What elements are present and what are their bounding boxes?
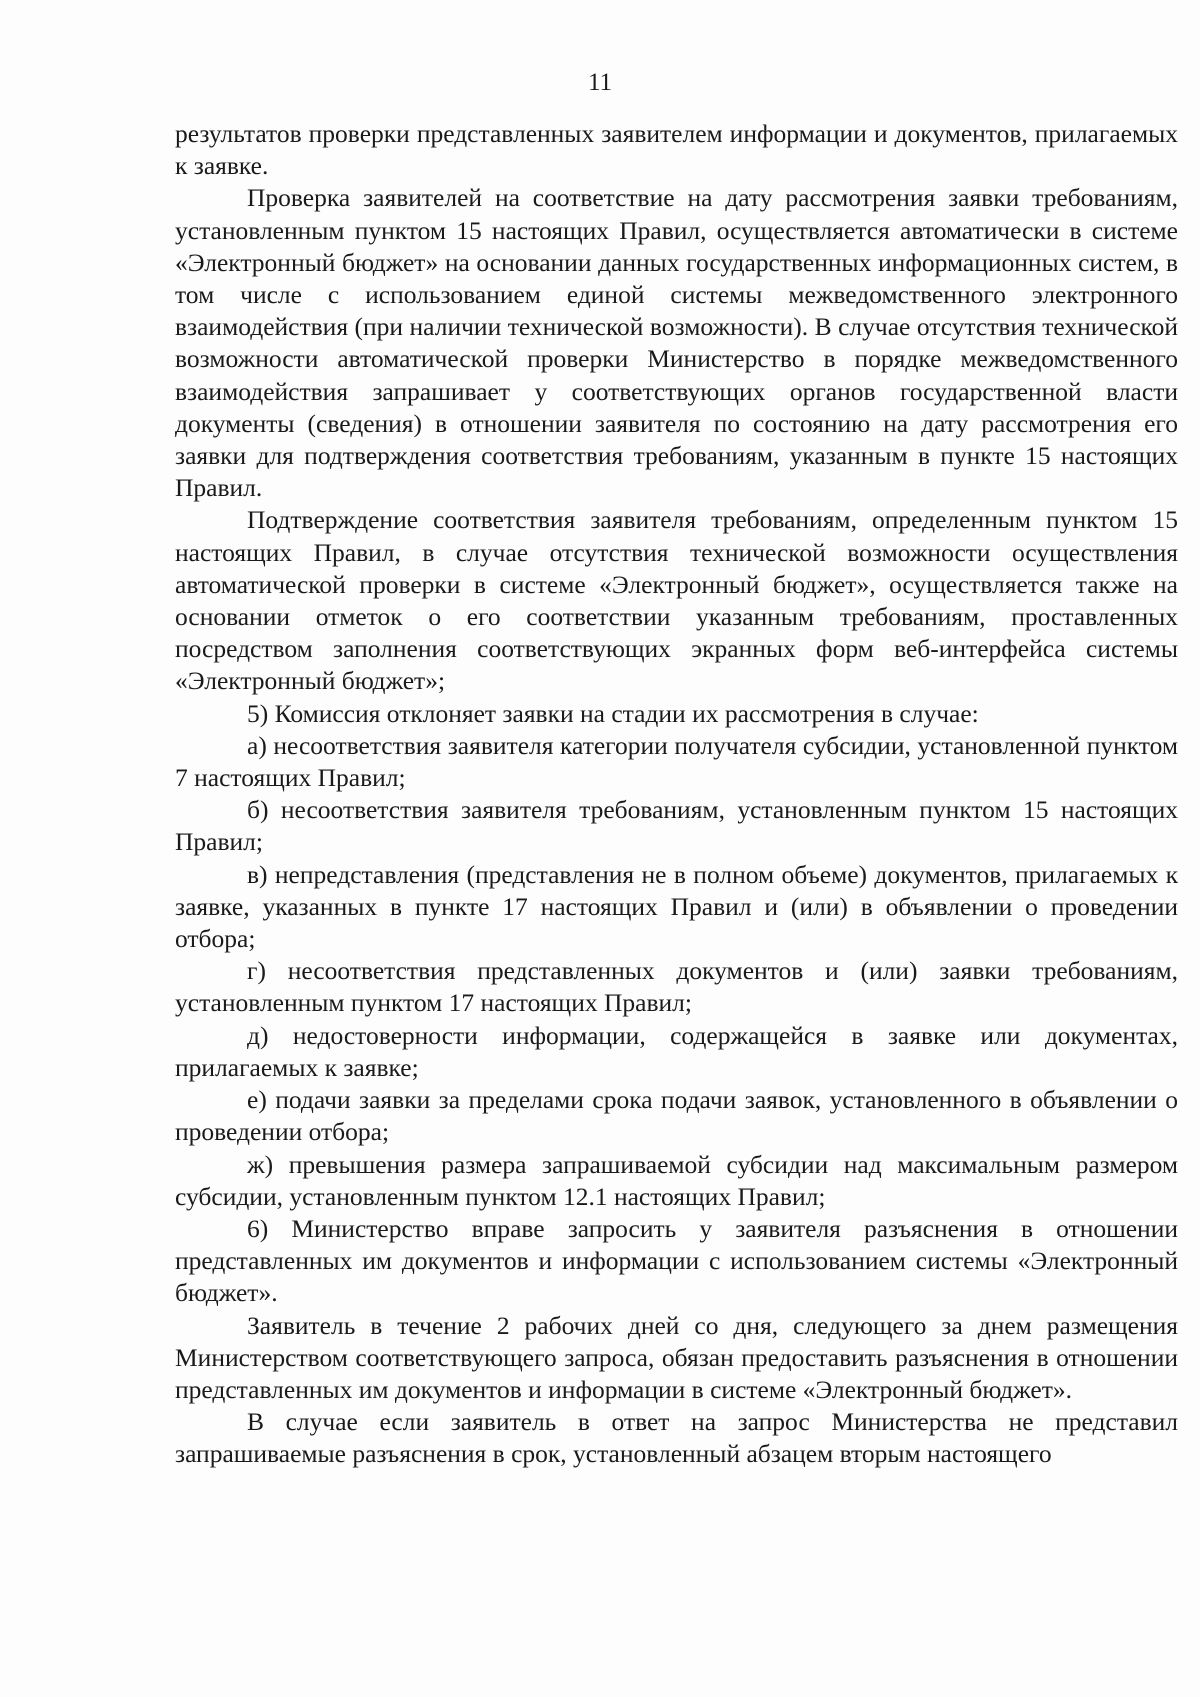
document-body [175, 118, 1178, 1471]
list-item: а) несоответствия заявителя категории получателя субсидии, установленной пунктом 7 настоящих Правил; [175, 730, 1178, 793]
paragraph: Заявитель в течение 2 рабочих дней со дня, следующего за днем размещения Министерством соответствующего запроса, обязан предоставить разъяснения в отношении представленных им документов и информации в системе «Электронный бюджет». [175, 1310, 1178, 1404]
paragraph: Подтверждение соответствия заявителя требованиям, определенным пунктом 15 настоящих Правил, в случае отсутствия технической возможности осуществления автоматической проверки в системе «Электронный бюджет», осуществляется также на основании отметок о его соответствии указанным требованиям, проставленных посредством заполнения соответствующих экранных форм веб-интерфейса системы «Электронный бюджет»; [175, 505, 1178, 696]
paragraph: Проверка заявителей на соответствие на дату рассмотрения заявки требованиям, установленным пунктом 15 настоящих Правил, осуществляется автоматически в системе «Электронный бюджет» на основании данных государственных информационных систем, в том числе с использованием единой системы межведомственного электронного взаимодействия (при наличии технической возможности). В случае отсутствия технической возможности автоматической проверки Министерство в порядке межведомственного взаимодействия запрашивает у соответствующих органов государственной власти документы (сведения) в отношении заявителя по состоянию на дату рассмотрения его заявки для подтверждения соответствия требованиям, указанным в пункте 15 настоящих Правил. [175, 183, 1178, 503]
list-item: г) несоответствия представленных документов и (или) заявки требованиям, установленным пунктом 17 настоящих Правил; [175, 956, 1178, 1018]
page-number: 11 [587, 69, 613, 96]
list-item: б) несоответствия заявителя требованиям, установленным пунктом 15 настоящих Правил; [175, 795, 1178, 857]
paragraph: 5) Комиссия отклоняет заявки на стадии их рассмотрения в случае: [247, 698, 979, 728]
list-item: в) непредставления (представления не в полном объеме) документов, прилагаемых к заявке, указанных в пункте 17 настоящих Правил и (или) в объявлении о проведении отбора; [175, 859, 1178, 954]
list-item: ж) превышения размера запрашиваемой субсидии над максимальным размером субсидии, установленным пунктом 12.1 настоящих Правил; [175, 1149, 1178, 1211]
paragraph: 6) Министерство вправе запросить у заявителя разъяснения в отношении представленных им документов и информации с использованием системы «Электронный бюджет». [175, 1213, 1178, 1308]
paragraph: В случае если заявитель в ответ на запрос Министерства не представил запрашиваемые разъяснения в срок, установленный абзацем вторым настоящего [175, 1407, 1178, 1469]
paragraph: результатов проверки представленных заявителем информации и документов, прилагаемых к заявке. [175, 119, 1178, 181]
list-item: е) подачи заявки за пределами срока подачи заявок, установленного в объявлении о проведении отбора; [175, 1085, 1178, 1147]
list-item: д) недостоверности информации, содержащейся в заявке или документах, прилагаемых к заявке; [175, 1020, 1178, 1082]
